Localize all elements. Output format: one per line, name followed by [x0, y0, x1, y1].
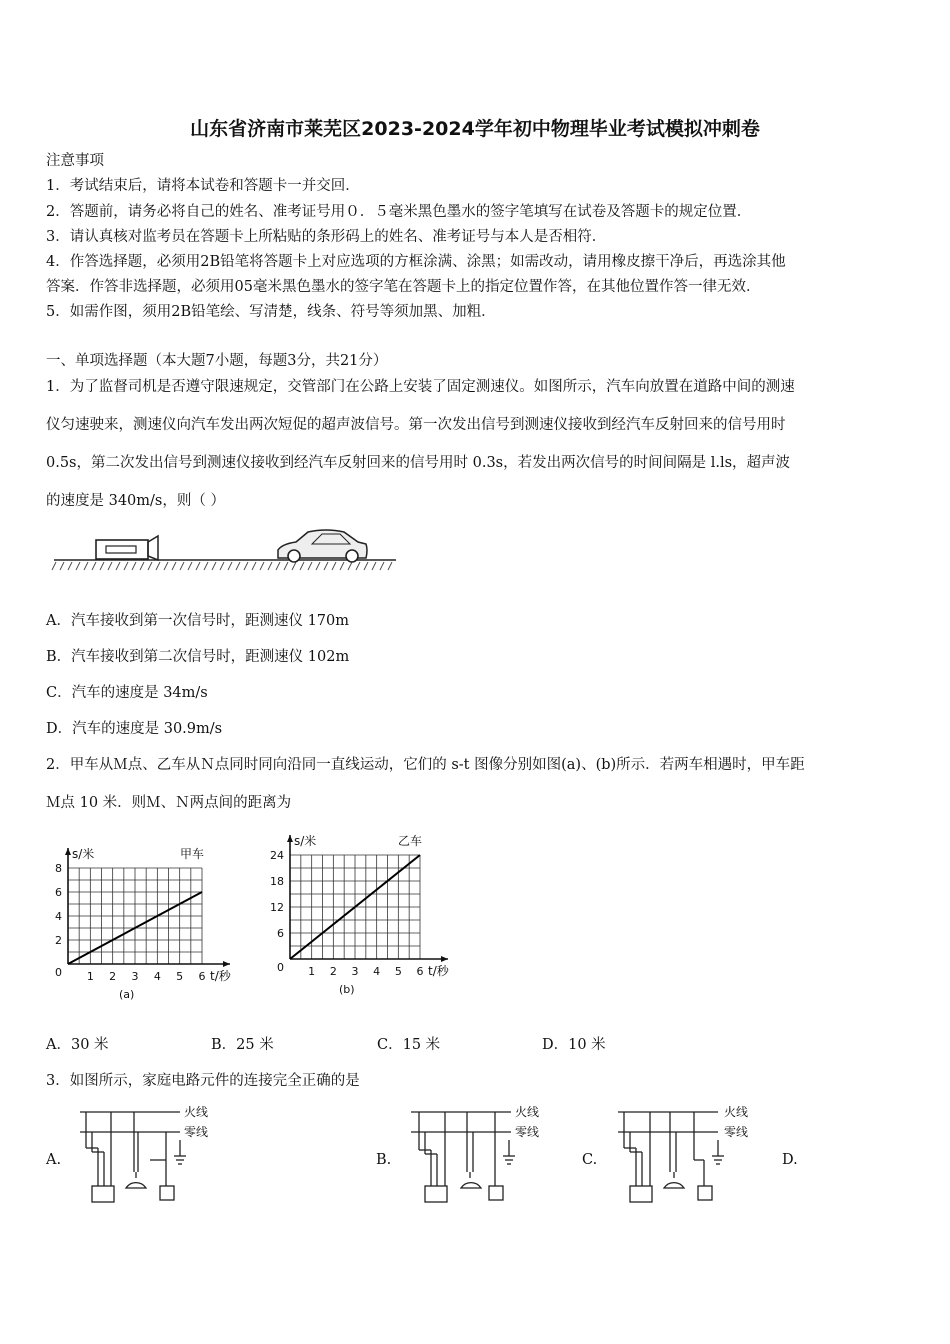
y-axis-arrow — [287, 835, 293, 842]
chart-caption: (a) — [119, 988, 135, 1001]
q3-circuit-c — [614, 1100, 764, 1210]
y-axis-label: s/米 — [294, 834, 317, 848]
y-tick-label: 4 — [55, 910, 62, 923]
x-tick-label: 4 — [153, 970, 161, 983]
notice-item-3: 3．请认真核对监考员在答题卡上所粘贴的条形码上的姓名、准考证号与本人是否相符． — [46, 229, 607, 245]
notice-item-2: 2．答题前，请务必将自己的姓名、准考证号用０．５毫米黑色墨水的签字笔填写在试卷及答题卡的规定位置． — [46, 204, 752, 220]
q3c-neutral-label: 零线 — [724, 1125, 749, 1139]
y-tick-label: 24 — [270, 849, 284, 862]
q3-option-b: B. — [376, 1152, 392, 1168]
x-tick-label: 5 — [394, 965, 402, 978]
q1-line-4: 的速度是 340m/s，则（ ） — [46, 493, 225, 509]
q2-line-2: Ｍ点 10 米．则Ｍ、Ｎ两点间的距离为 — [46, 795, 292, 811]
q3b-live-label: 火线 — [515, 1105, 540, 1119]
q2-option-a: A．30 米 — [46, 1037, 109, 1053]
x-tick-label: 6 — [198, 970, 206, 983]
x-tick-label: 1 — [308, 965, 316, 978]
q3b-neutral-label: 零线 — [515, 1125, 540, 1139]
x-axis-arrow — [223, 961, 230, 967]
notice-item-1: 1．考试结束后，请将本试卷和答题卡一并交回． — [46, 178, 360, 194]
q1-speed-camera-figure — [46, 520, 401, 576]
x-axis-label: t/秒 — [210, 969, 231, 983]
chart-b-yi — [262, 825, 482, 1012]
q3-line: 3．如图所示，家庭电路元件的连接完全正确的是 — [46, 1073, 360, 1089]
q3-circuit-b — [407, 1100, 557, 1210]
q1-line-1: 1．为了监督司机是否遵守限速规定，交管部门在公路上安装了固定测速仪。如图所示，汽车向放置在道路中间的测速 — [46, 379, 795, 395]
q3-circuit-a — [76, 1100, 226, 1210]
notice-item-4: 4．作答选择题，必须用2B铅笔将答题卡上对应选项的方框涂满、涂黑；如需改动，请用橡皮擦干净后，再选涂其他 — [46, 254, 786, 270]
q2-line-1: 2．甲车从Ｍ点、乙车从Ｎ点同时同向沿同一直线运动，它们的 s-t 图像分别如图(a)、(b)所示．若两车相遇时，甲车距 — [46, 757, 805, 773]
x-tick-label: 3 — [351, 965, 359, 978]
q2-option-b: B．25 米 — [211, 1037, 274, 1053]
q1-option-d: D．汽车的速度是 30.9m/s — [46, 721, 223, 737]
section-heading: 一、单项选择题（本大题7小题，每题3分，共21分） — [46, 353, 388, 369]
x-axis-arrow — [441, 956, 448, 962]
q3-option-c: C. — [582, 1152, 598, 1168]
x-tick-label: 2 — [329, 965, 337, 978]
q2-option-c: C．15 米 — [377, 1037, 441, 1053]
notice-item-4-cont: 答案．作答非选择题，必须用05毫米黑色墨水的签字笔在答题卡上的指定位置作答，在其他位置作答一律无效． — [46, 279, 761, 295]
q1-option-a: A．汽车接收到第一次信号时，距测速仪 170m — [46, 613, 350, 629]
q1-option-c: C．汽车的速度是 34m/s — [46, 685, 208, 701]
notice-heading: 注意事项 — [46, 153, 104, 169]
q3c-live-label: 火线 — [724, 1105, 749, 1119]
origin-label: 0 — [277, 961, 284, 974]
chart-caption: (b) — [339, 983, 355, 996]
x-tick-label: 1 — [86, 970, 94, 983]
q3-option-d: D. — [782, 1152, 798, 1168]
q2-option-d: D．10 米 — [542, 1037, 606, 1053]
y-tick-label: 6 — [277, 927, 284, 940]
q1-option-b: B．汽车接收到第二次信号时，距测速仪 102m — [46, 649, 350, 665]
q1-line-2: 仪匀速驶来，测速仪向汽车发出两次短促的超声波信号。第一次发出信号到测速仪接收到经汽车反射回来的信号用时 — [46, 417, 786, 433]
x-axis-label: t/秒 — [428, 964, 449, 978]
chart-title: 甲车 — [180, 847, 205, 861]
y-tick-label: 12 — [270, 901, 284, 914]
x-tick-label: 6 — [416, 965, 424, 978]
origin-label: 0 — [55, 966, 62, 979]
y-axis-arrow — [65, 848, 71, 855]
notice-item-5: 5．如需作图，须用2B铅笔绘、写清楚，线条、符号等须加黑、加粗． — [46, 304, 496, 320]
x-tick-label: 4 — [373, 965, 381, 978]
x-tick-label: 3 — [131, 970, 139, 983]
q3a-neutral-label: 零线 — [184, 1125, 209, 1139]
y-tick-label: 8 — [55, 862, 62, 875]
q3a-live-label: 火线 — [184, 1105, 209, 1119]
q3-option-a: A. — [46, 1152, 62, 1168]
chart-a-jia — [40, 832, 260, 1012]
page-title: 山东省济南市莱芜区2023-2024学年初中物理毕业考试模拟冲刺卷 — [190, 118, 760, 140]
y-axis-label: s/米 — [72, 847, 95, 861]
y-tick-label: 18 — [270, 875, 284, 888]
chart-title: 乙车 — [398, 834, 423, 848]
y-tick-label: 6 — [55, 886, 62, 899]
y-tick-label: 2 — [55, 934, 62, 947]
q1-line-3: 0.5s，第二次发出信号到测速仪接收到经汽车反射回来的信号用时 0.3s，若发出两次信号的时间间隔是 l.ls，超声波 — [46, 455, 791, 471]
x-tick-label: 2 — [109, 970, 117, 983]
x-tick-label: 5 — [176, 970, 184, 983]
